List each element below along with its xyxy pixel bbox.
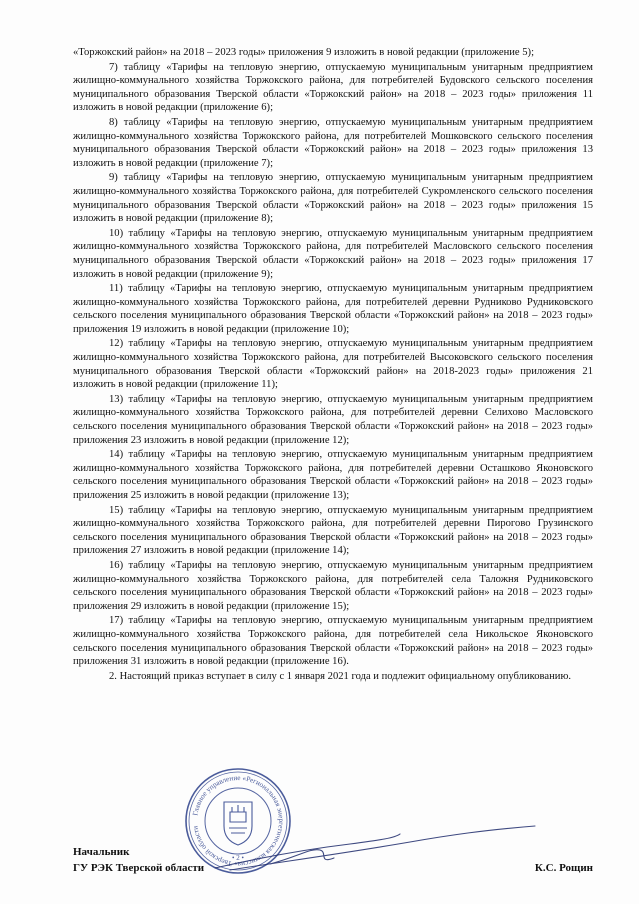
paragraph-p10: 10) таблицу «Тарифы на тепловую энергию, отпускаемую муниципальным унитарным предприятием жилищно-коммунального хозяйства Торжокского района, для потребителей Масловского сельского поселения муниципального образования Тверской области «Торжокский район» на 2018 – 2023 годы» приложения 17 изложить в новой редакции (приложение 9); [73,227,593,280]
signature-block [73,840,593,890]
paragraph-p14: 14) таблицу «Тарифы на тепловую энергию, отпускаемую муниципальным унитарным предприятием жилищно-коммунального хозяйства Торжокского района, для потребителей деревни Осташково Яконовского сельского поселения муниципального образования Тверской области «Торжокский район» на 2018 – 2023 годы» приложения 25 изложить в новой редакции (приложение 13); [73,449,593,501]
signatory-name: К.С. Рощин [534,862,593,874]
paragraph-p9: 9) таблицу «Тарифы на тепловую энергию, отпускаемую муниципальным унитарным предприятием жилищно-коммунального хозяйства Торжокского района, для потребителей Сукромленского сельского поселения муниципального образования Тверской области «Торжокский район» на 2018 – 2023 годы» приложения 15 изложить в новой редакции (приложение 8); [73,172,593,225]
signatory-title-line1: Начальник [73,846,130,858]
svg-text:• 2 •: • 2 • [232,854,244,862]
paragraph-p8: 8) таблицу «Тарифы на тепловую энергию, отпускаемую муниципальным унитарным предприятием жилищно-коммунального хозяйства Торжокского района, для потребителей Мошковского сельского поселения муниципального образования Тверской области «Торжокский район» на 2018 – 2023 годы» приложения 13 изложить в новой редакции (приложение 7); [73,116,593,169]
paragraph-p17: 17) таблицу «Тарифы на тепловую энергию, отпускаемую муниципальным унитарным предприятием жилищно-коммунального хозяйства Торжокского района, для потребителей села Никольское Яконовского сельского поселения муниципального образования Тверской области «Торжокский район» на 2018 – 2023 годы» приложения 31 изложить в новой редакции (приложение 16). [73,615,593,668]
paragraph-p16: 16) таблицу «Тарифы на тепловую энергию, отпускаемую муниципальным унитарным предприятием жилищно-коммунального хозяйства Торжокского района, для потребителей села Таложня Рудниковского сельского поселения муниципального образования Тверской области «Торжокский район» на 2018 – 2023 годы» приложения 29 изложить в новой редакции (приложение 15); [73,559,593,612]
document-body [73,46,593,683]
paragraph-p12: 12) таблицу «Тарифы на тепловую энергию, отпускаемую муниципальным унитарным предприятием жилищно-коммунального хозяйства Торжокского района, для потребителей Высоковского сельского поселения муниципального образования Тверской области «Торжокский район» на 2018-2023 годы» приложения 21 изложить в новой редакции (приложение 11); [73,338,593,391]
svg-text:Главное управление «Региональн: Главное управление «Региональная энергетическая комиссия» Тверской области [191,773,286,869]
paragraph-p11: 11) таблицу «Тарифы на тепловую энергию, отпускаемую муниципальным унитарным предприятием жилищно-коммунального хозяйства Торжокского района, для потребителей деревни Рудниково Рудниковского сельского поселения муниципального образования Тверской области «Торжокский район» на 2018 – 2023 годы» приложения 19 изложить в новой редакции (приложение 10); [73,283,593,335]
paragraph-p-2: 2. Настоящий приказ вступает в силу с 1 января 2021 года и подлежит официальному опубликованию. [109,670,572,682]
paragraph-p15: 15) таблицу «Тарифы на тепловую энергию, отпускаемую муниципальным унитарным предприятием жилищно-коммунального хозяйства Торжокского района, для потребителей деревни Пирогово Грузинского сельского поселения муниципального образования Тверской области «Торжокский район» на 2018 – 2023 годы» приложения 27 изложить в новой редакции (приложение 14); [73,504,593,557]
signatory-title-line2: ГУ РЭК Тверской области [73,862,205,874]
paragraph-p-cont: «Торжокский район» на 2018 – 2023 годы» приложения 9 изложить в новой редакции (приложение 5); [73,47,535,58]
paragraph-p7: 7) таблицу «Тарифы на тепловую энергию, отпускаемую муниципальным унитарным предприятием жилищно-коммунального хозяйства Торжокского района, для потребителей Будовского сельского поселения муниципального образования Тверской области «Торжокский район» на 2018 – 2023 годы» приложения 11 изложить в новой редакции (приложение 6); [73,61,593,114]
paragraph-p13: 13) таблицу «Тарифы на тепловую энергию, отпускаемую муниципальным унитарным предприятием жилищно-коммунального хозяйства Торжокского района, для потребителей деревни Селихово Масловского сельского поселения муниципального образования Тверской области «Торжокский район» на 2018 – 2023 годы» приложения 23 изложить в новой редакции (приложение 12); [73,393,593,446]
